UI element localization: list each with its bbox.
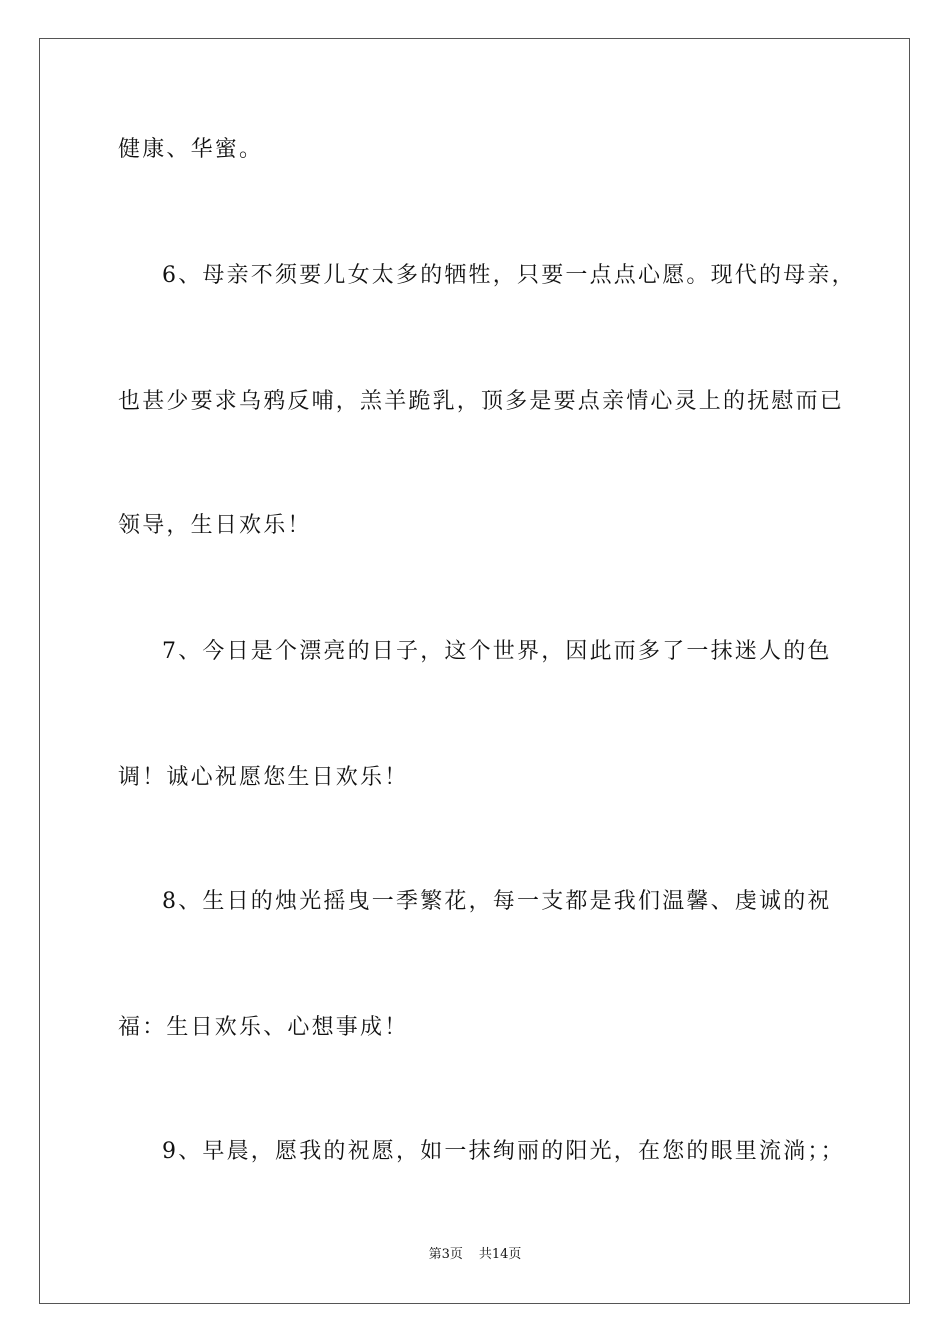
body-line-6: 调！诚心祝愿您生日欢乐！ — [118, 765, 409, 790]
page-total: 共14页 — [478, 1247, 522, 1262]
body-line-4: 领导，生日欢乐！ — [118, 513, 312, 538]
body-line-3: 也甚少要求乌鸦反哺，羔羊跪乳，顶多是要点亲情心灵上的抚慰而已 — [118, 389, 845, 414]
body-line-1: 健康、华蜜。 — [118, 137, 264, 162]
page-number: 第3页 — [428, 1247, 463, 1262]
body-line-7: 8、生日的烛光摇曳一季繁花，每一支都是我们温馨、虔诚的祝 — [162, 889, 832, 914]
page-footer — [0, 1246, 950, 1264]
body-line-9: 9、早晨，愿我的祝愿，如一抹绚丽的阳光，在您的眼里流淌；； — [162, 1139, 845, 1164]
body-line-8: 福：生日欢乐、心想事成！ — [118, 1015, 409, 1040]
body-line-2: 6、母亲不须要儿女太多的牺牲，只要一点点心愿。现代的母亲， — [162, 263, 856, 288]
body-line-5: 7、今日是个漂亮的日子，这个世界，因此而多了一抹迷人的色 — [162, 639, 832, 664]
page-border — [39, 38, 910, 1304]
